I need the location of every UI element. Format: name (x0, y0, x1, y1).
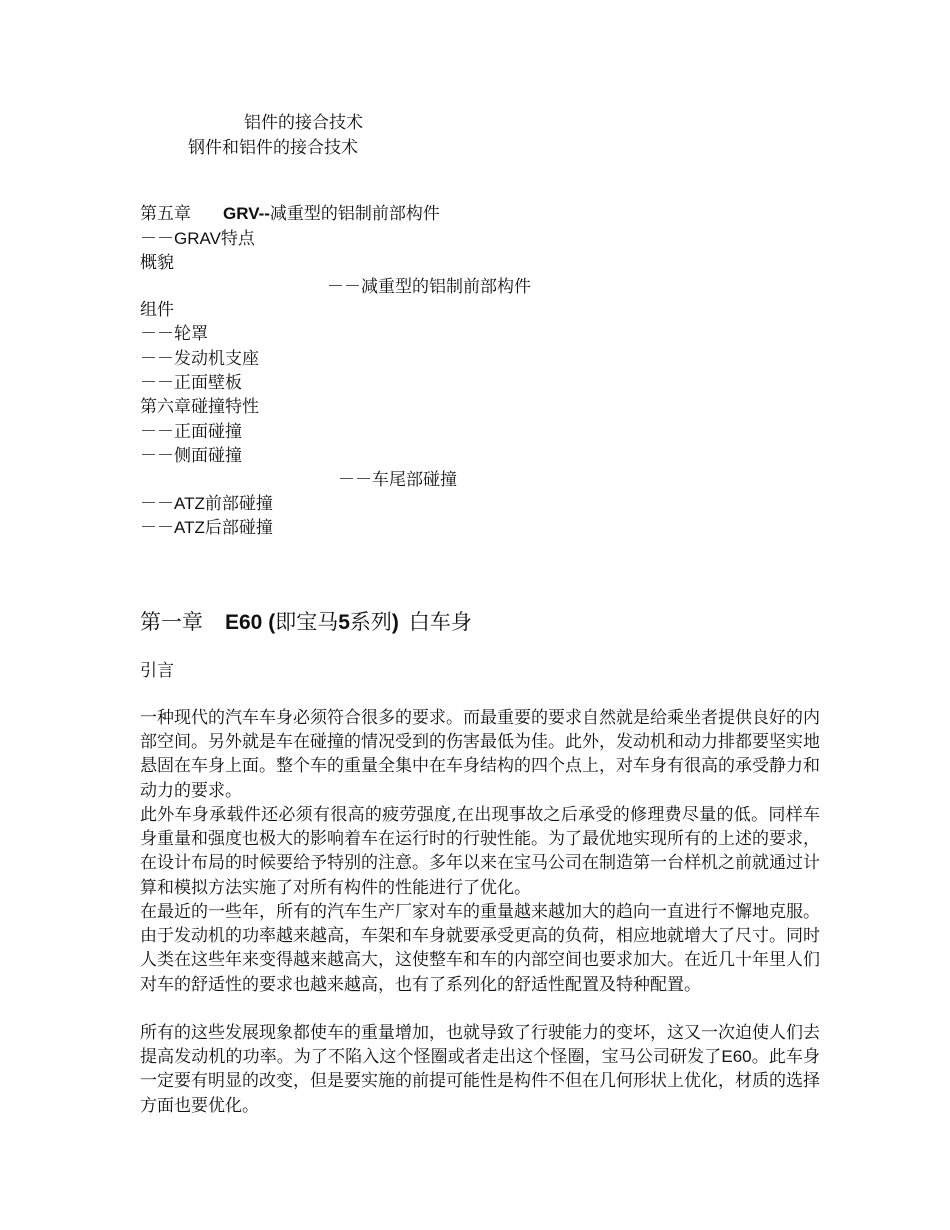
paragraph-1: 一种现代的汽车车身必须符合很多的要求。而最重要的要求自然就是给乘坐者提供良好的内部空间。另外就是车在碰撞的情况受到的伤害最低为佳。此外，发动机和动力排都要坚实地悬固在车身上面。整个车的重量全集中在车身结构的四个点上，对车身有很高的承受静力和动力的要求。 (140, 708, 820, 801)
toc-chapter5-grv: GRV-- (223, 204, 270, 223)
toc-chapter5 (140, 204, 440, 224)
chapter1-number: 第一章 (140, 610, 203, 634)
paragraph-3: 在最近的一些年，所有的汽车生产厂家对车的重量越来越加大的趋向一直进行不懈地克服。由于发动机的功率越来越高，车架和车身就要承受更高的负荷，相应地就增大了尺寸。同时人类在这些年来变得越来越高大，这使整车和车的内部空间也要求加大。在近几十年里人们对车的舒适性的要求也越来越高，也有了系列化的舒适性配置及特种配置。 (140, 902, 820, 995)
toc-atz-rear-rest: 后部碰撞 (204, 518, 273, 538)
toc-side-crash: －－侧面碰撞 (140, 446, 242, 466)
toc-dash: －－ (140, 494, 174, 514)
toc-atz-front (140, 494, 273, 514)
toc-atz-front-rest: 前部碰撞 (204, 494, 273, 514)
toc-wheel-arch: －－轮罩 (140, 324, 208, 344)
toc-aluminum-joining: 铝件的接合技术 (244, 113, 363, 133)
toc-steel-aluminum-joining: 钢件和铝件的接合技术 (188, 138, 358, 158)
toc-overview: 概貌 (140, 253, 174, 273)
toc-chapter5-number: 第五章 (140, 204, 191, 224)
toc-grav-rest: 特点 (220, 229, 255, 249)
toc-front-crash: －－正面碰撞 (140, 422, 242, 442)
toc-grav-features (140, 229, 255, 249)
toc-grav-label: GRAV (174, 229, 221, 248)
toc-engine-mount: －－发动机支座 (140, 349, 259, 369)
chapter1-heading (140, 609, 472, 636)
chapter1-paren: ) (391, 611, 399, 634)
paragraph-4 (140, 1021, 820, 1118)
toc-components: 组件 (140, 300, 174, 320)
chapter1-series: 系列 (349, 610, 392, 634)
toc-lightweight-front: －－减重型的铝制前部构件 (327, 277, 531, 297)
chapter1-model: E60 ( (225, 611, 276, 634)
toc-atz-label: ATZ (174, 518, 205, 537)
paragraph-4-part-a: 所有的这些发展现象都使车的重量增加，也就导致了行驶能力的变坏，这又一次迫使人们去提高发动机的功率。为了不陷入这个怪圈或者走出这个怪圈，宝马公司研发了 (140, 1023, 820, 1068)
toc-chapter6: 第六章碰撞特性 (140, 397, 259, 417)
paragraph-4-model: E60 (721, 1047, 752, 1067)
toc-chapter5-title: 减重型的铝制前部构件 (269, 204, 440, 224)
toc-rear-crash: －－车尾部碰撞 (338, 470, 457, 490)
toc-atz-label: ATZ (174, 494, 205, 513)
toc-dash: －－ (140, 518, 174, 538)
toc-atz-rear (140, 518, 273, 538)
chapter1-series-number: 5 (338, 611, 350, 634)
chapter1-title: 白车身 (408, 610, 472, 634)
chapter1-bmw: 即宝马 (275, 610, 339, 634)
paragraph-4-part-b: 。此车身一定要有明显的改变，但是要实施的前提可能性是构件不但在几何形状上优化，材质的选择方面也要优化。 (140, 1047, 821, 1116)
intro-heading: 引言 (140, 661, 174, 681)
paragraph-2: 此外车身承载件还必须有很高的疲劳强度,在出现事故之后承受的修理费尽量的低。同样车身重量和强度也极大的影响着车在运行时的行驶性能。为了最优地实现所有的上述的要求，在设计布局的时候要给予特别的注意。多年以来在宝马公司在制造第一台样机之前就通过计算和模拟方法实施了对所有构件的性能进行了优化。 (140, 805, 820, 898)
toc-front-panel: －－正面壁板 (140, 373, 242, 393)
toc-dash: －－ (140, 229, 174, 249)
